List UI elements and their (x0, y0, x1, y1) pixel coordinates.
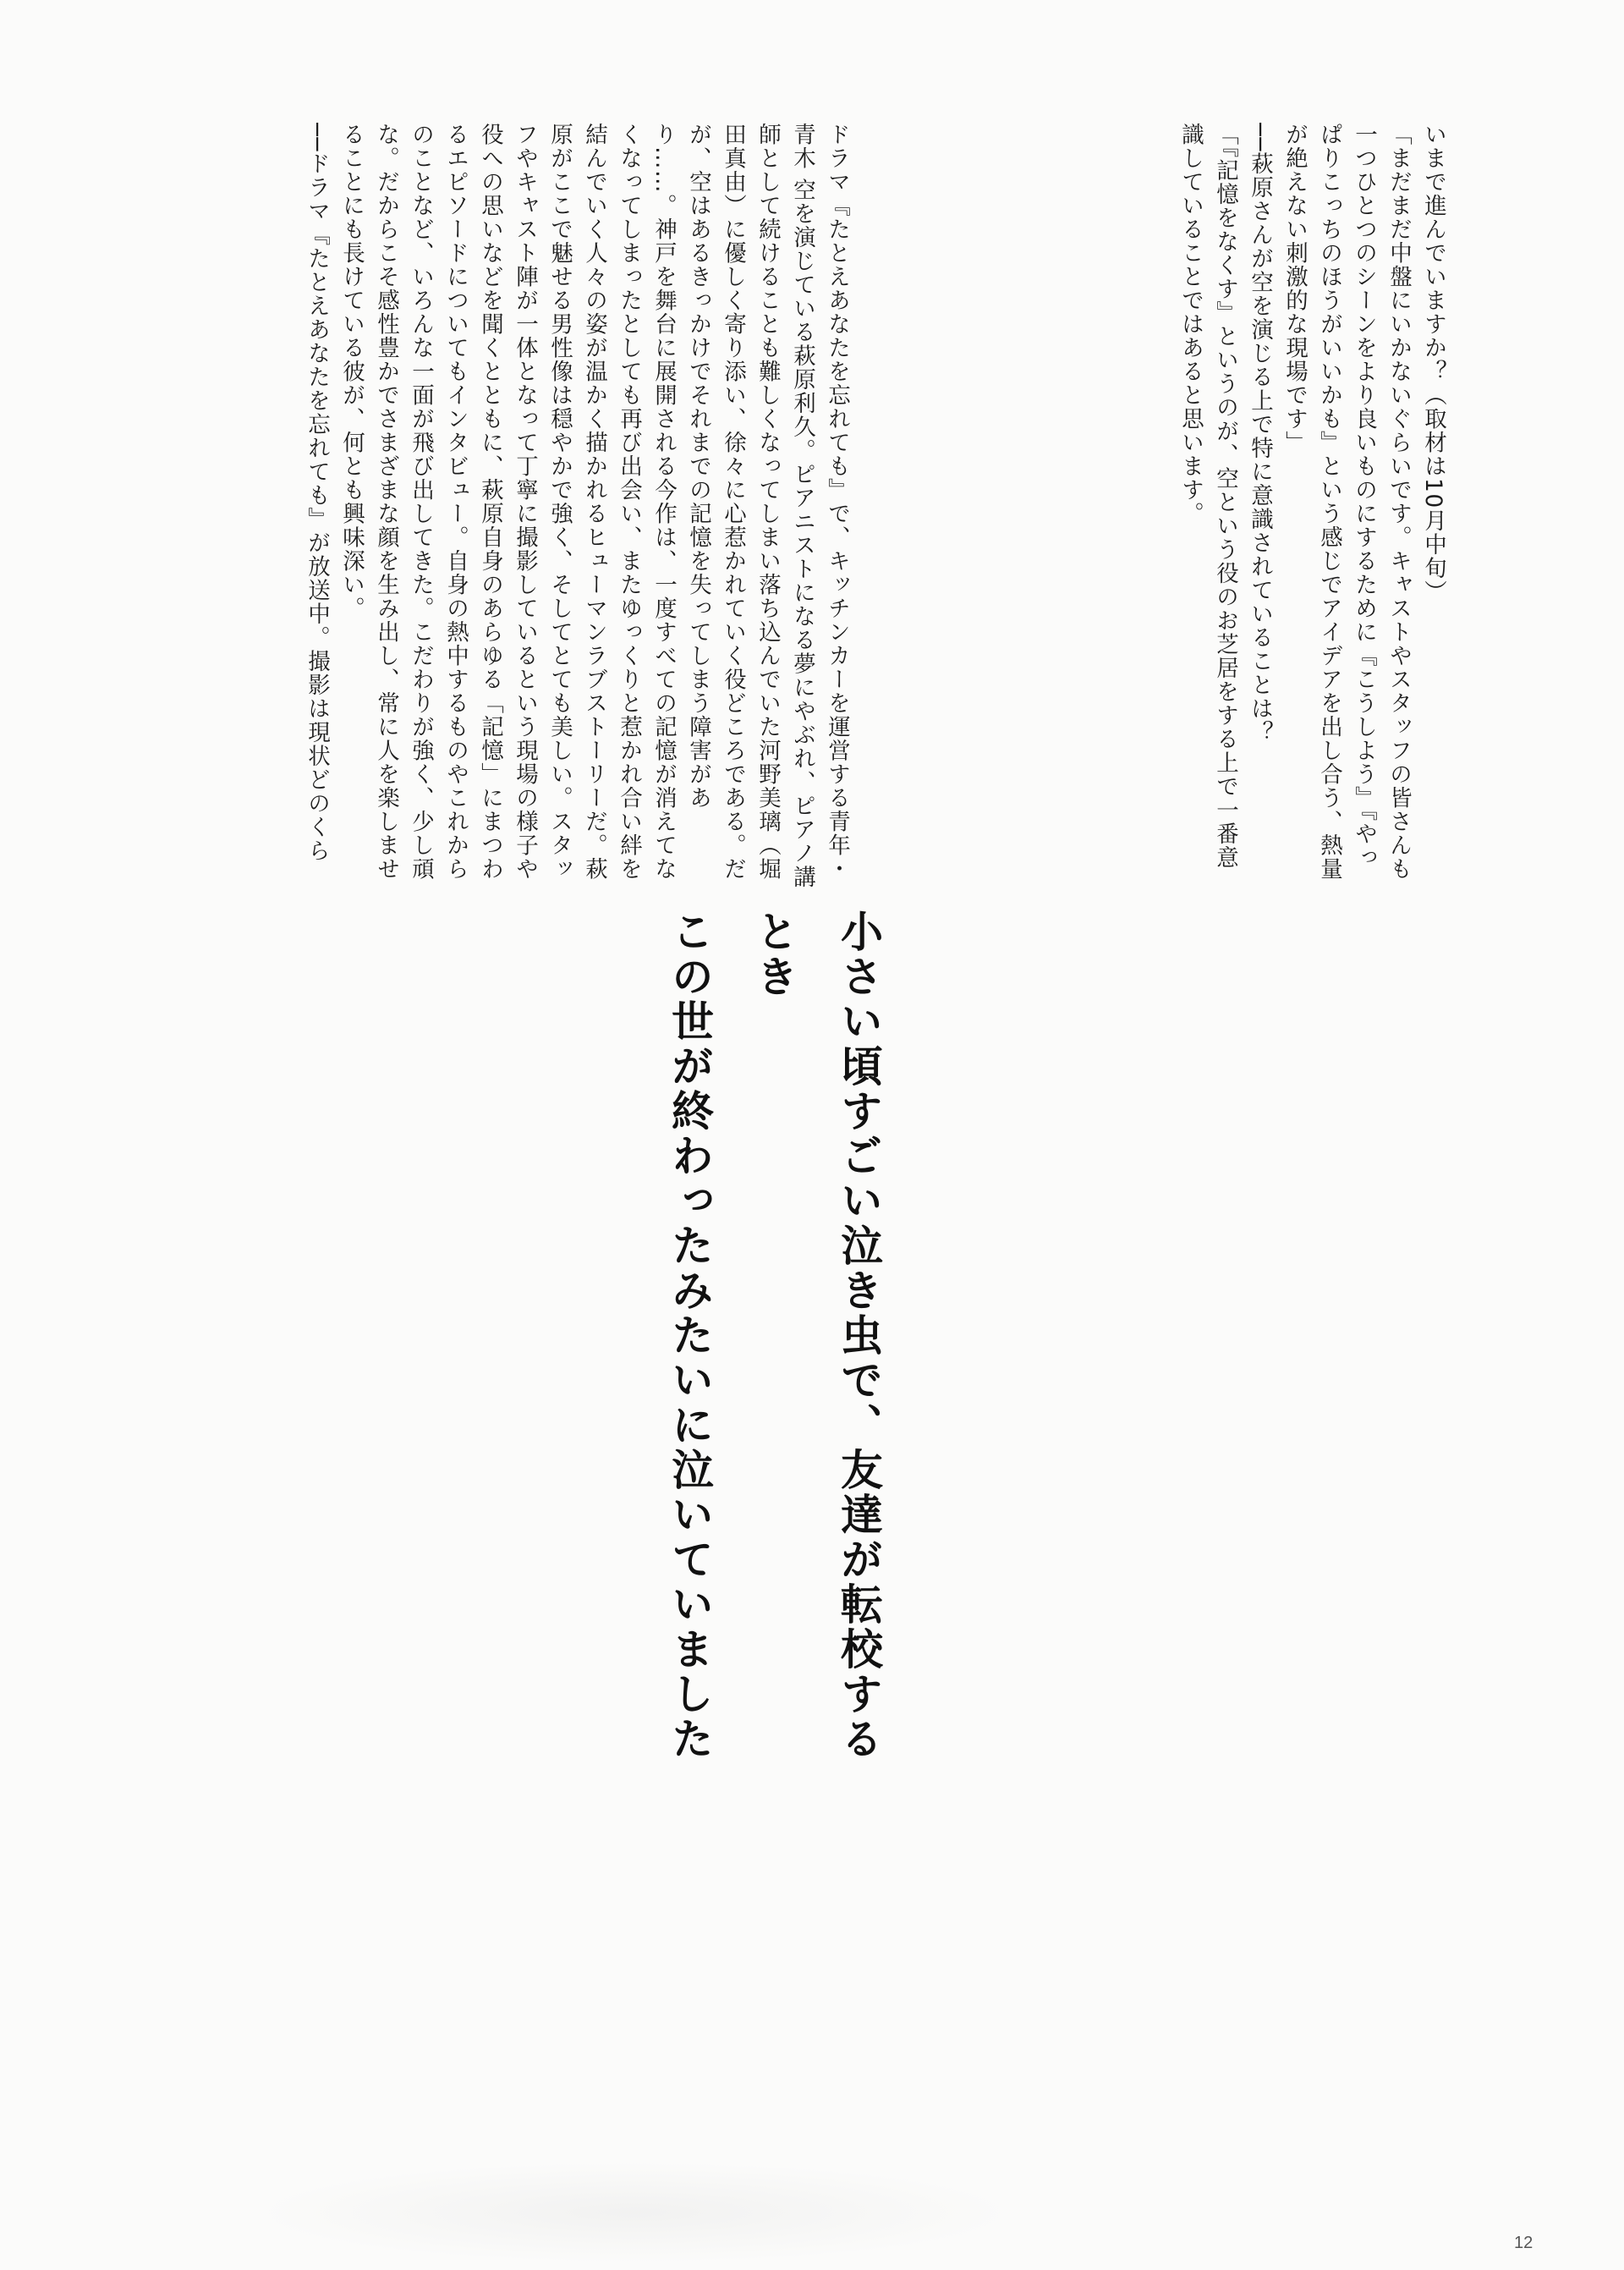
page-number: 12 (1514, 2234, 1533, 2252)
article-text-top-right: いまで進んでいますか？（取材は10月中旬） 「まだまだ中盤にいかないぐらいです。キャストやスタッフの皆さんも一つひとつのシーンをより良いものにするために『こうしよう』『やっぱりこっちのほうがいいかも』という感じでアイデアを出し合う、熱量が絶えない刺激的な現場です」 ──萩原さんが空を演じる上で特に意識されていることは？ 「『記憶をなくす』というのが、空という役のお芝居をする上で一番意識していることではあると思います。 (1177, 123, 1446, 881)
headline-quote: 小さい頃すごい泣き虫で、友達が転校するとき この世が終わったみたいに泣いていました (665, 910, 883, 1762)
article-text-top-left: ドラマ『たとえあなたを忘れても』で、キッチンカーを運営する青年・青木 空を演じている萩原利久。ピアニストになる夢にやぶれ、ピアノ講師として続けることも難しくなってしまい落ち込んでいた河野美璃（堀田真由）に優しく寄り添い、徐々に心惹かれていく役どころである。だが、空はあるきっかけでそれまでの記憶を失ってしまう障害があり……。神戸を舞台に展開される今作は、一度すべての記憶が消えてなくなってしまったとしても再び出会い、またゆっくりと惹かれ合い絆を結んでいく人々の姿が温かく描かれるヒューマンラブストーリーだ。萩原がここで魅せる男性像は穏やかで強く、そしてとても美しい。スタッフやキャスト陣が一体となって丁寧に撮影しているという現場の様子や役への思いなどを聞くとともに、萩原自身のあらゆる「記憶」にまつわるエピソードについてもインタビュー。自身の熱中するものやこれからのことなど、いろんな一面が飛び出してきた。こだわりが強く、少し頑な。だからこそ感性豊かでさまざまな顔を生み出し、常に人を楽しませることにも長けている彼が、何とも興味深い。 ──ドラマ『たとえあなたを忘れても』が放送中。撮影は現状どのくら (304, 123, 850, 889)
scan-smudge (254, 2162, 1015, 2263)
